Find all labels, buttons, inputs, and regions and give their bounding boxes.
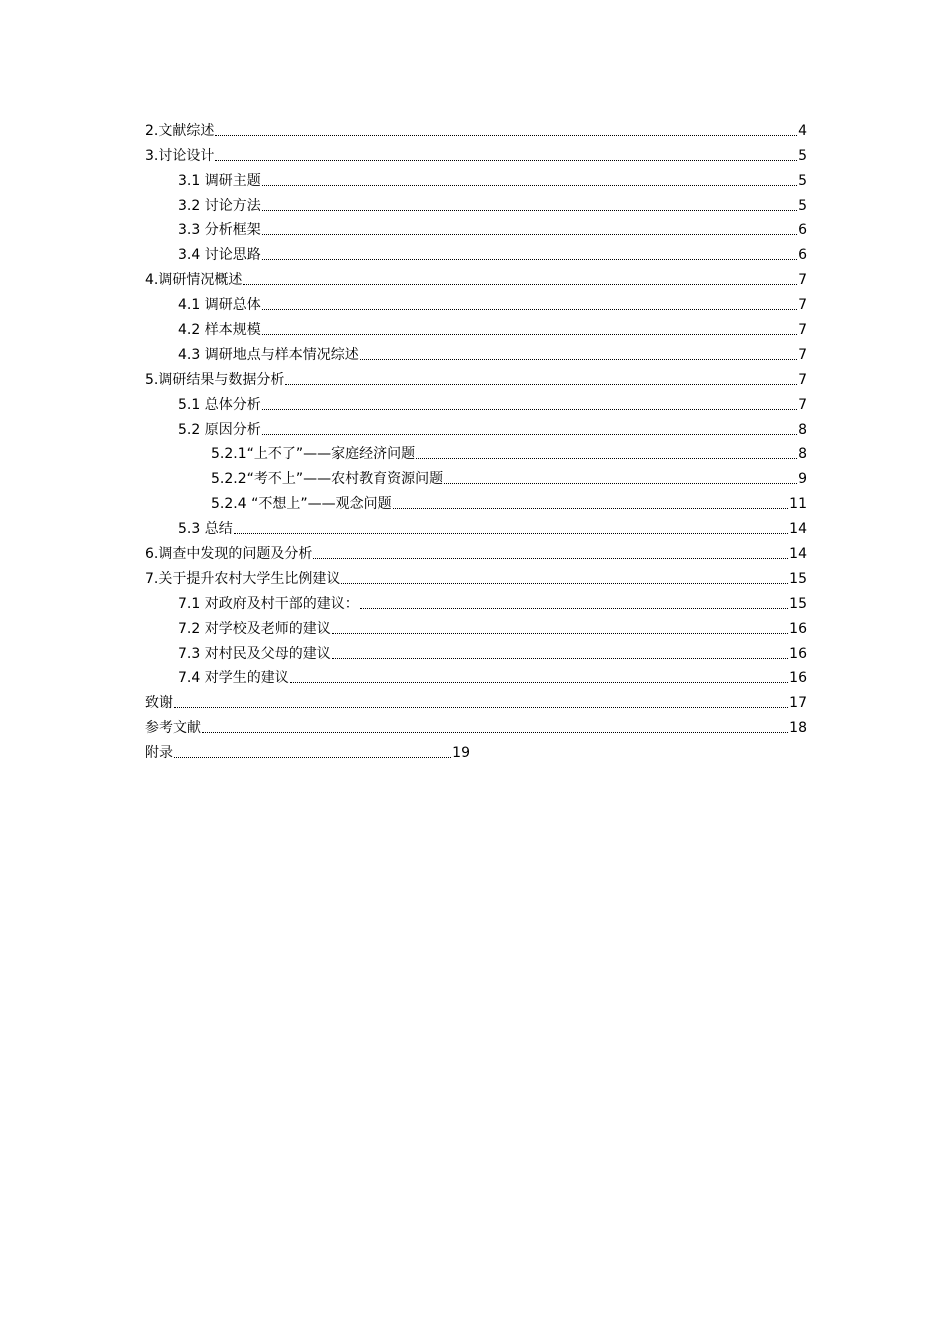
table-of-contents [145,116,807,763]
toc-entry-page-number: 9 [798,471,807,488]
toc-dot-leader [360,608,788,609]
toc-dot-leader [262,259,797,260]
toc-entry-title: 5.2 原因分析 [178,421,261,438]
toc-entry-page-number: 5 [798,147,807,164]
toc-entry-page-number: 18 [789,720,807,737]
toc-dot-leader [313,558,788,559]
toc-entry[interactable] [145,614,807,639]
toc-entry[interactable] [145,240,807,265]
toc-dot-leader [174,757,451,758]
toc-dot-leader [174,707,788,708]
toc-dot-leader [262,185,797,186]
toc-dot-leader [234,533,788,534]
toc-entry-title: 4.2 样本规模 [178,322,261,339]
toc-entry-page-number: 14 [789,546,807,563]
toc-entry[interactable] [145,141,807,166]
toc-entry-page-number: 7 [798,371,807,388]
toc-entry-page-number: 15 [789,595,807,612]
toc-entry-page-number: 19 [452,745,470,762]
toc-entry-title: 3.2 讨论方法 [178,197,261,214]
toc-entry[interactable] [145,415,807,440]
toc-dot-leader [360,359,797,360]
toc-entry-page-number: 16 [789,670,807,687]
toc-entry-page-number: 7 [798,297,807,314]
toc-entry-page-number: 16 [789,620,807,637]
toc-dot-leader [416,458,797,459]
toc-entry-title: 参考文献 [145,720,201,737]
toc-dot-leader [444,483,797,484]
toc-entry-page-number: 7 [798,272,807,289]
toc-entry[interactable] [145,539,807,564]
toc-entry-title: 7.3 对村民及父母的建议 [178,645,331,662]
toc-entry[interactable] [145,315,807,340]
toc-dot-leader [262,409,797,410]
toc-entry-title: 5.2.2“考不上”——农村教育资源问题 [211,471,444,488]
toc-entry-page-number: 15 [789,570,807,587]
toc-entry-title: 7.2 对学校及老师的建议 [178,620,331,637]
toc-entry[interactable] [145,440,807,465]
toc-entry-page-number: 11 [789,496,807,513]
toc-entry-title: 5.1 总体分析 [178,396,261,413]
toc-entry[interactable] [145,191,807,216]
toc-entry-page-number: 17 [789,695,807,712]
toc-entry-title: 附录 [145,745,173,762]
toc-entry-title: 5.调研结果与数据分析 [145,371,285,388]
toc-entry[interactable] [145,365,807,390]
toc-dot-leader [215,135,797,136]
toc-entry[interactable] [145,216,807,241]
toc-dot-leader [243,284,797,285]
toc-entry-title: 5.3 总结 [178,521,233,538]
toc-dot-leader [285,384,797,385]
toc-entry[interactable] [145,564,807,589]
toc-entry-title: 3.讨论设计 [145,147,215,164]
toc-dot-leader [262,434,797,435]
toc-entry-title: 4.3 调研地点与样本情况综述 [178,346,359,363]
toc-dot-leader [262,210,797,211]
toc-dot-leader [202,732,788,733]
toc-entry-page-number: 4 [798,122,807,139]
toc-entry[interactable] [145,116,807,141]
toc-dot-leader [262,309,797,310]
toc-entry-page-number: 8 [798,446,807,463]
toc-entry-page-number: 6 [798,222,807,239]
toc-entry-page-number: 16 [789,645,807,662]
toc-dot-leader [290,682,788,683]
toc-dot-leader [262,334,797,335]
toc-entry-title: 4.1 调研总体 [178,297,261,314]
toc-entry-title: 7.4 对学生的建议 [178,670,289,687]
toc-entry-title: 3.4 讨论思路 [178,247,261,264]
toc-entry-title: 致谢 [145,695,173,712]
toc-dot-leader [262,234,797,235]
toc-entry-title: 5.2.1“上不了”——家庭经济问题 [211,446,416,463]
toc-entry-title: 7.1 对政府及村干部的建议： [178,595,359,612]
toc-entry[interactable] [145,390,807,415]
toc-entry-title: 7.关于提升农村大学生比例建议 [145,570,341,587]
toc-dot-leader [332,633,788,634]
toc-dot-leader [393,508,789,509]
toc-entry-title: 5.2.4 “不想上”——观念问题 [211,496,392,513]
toc-entry[interactable] [145,713,807,738]
toc-entry[interactable] [145,664,807,689]
toc-entry-page-number: 6 [798,247,807,264]
toc-entry[interactable] [145,464,807,489]
toc-dot-leader [215,160,797,161]
toc-entry-page-number: 5 [798,197,807,214]
toc-entry-title: 6.调查中发现的问题及分析 [145,546,313,563]
toc-entry[interactable] [145,688,807,713]
toc-entry-title: 4.调研情况概述 [145,272,243,289]
toc-entry-title: 2.文献综述 [145,122,215,139]
toc-entry[interactable] [145,489,807,514]
toc-entry[interactable] [145,589,807,614]
toc-entry[interactable] [145,166,807,191]
toc-entry-page-number: 5 [798,172,807,189]
toc-entry-page-number: 7 [798,396,807,413]
toc-entry[interactable] [145,265,807,290]
toc-entry[interactable] [145,514,807,539]
toc-entry[interactable] [145,639,807,664]
toc-entry-page-number: 8 [798,421,807,438]
toc-entry[interactable] [145,738,470,763]
toc-entry-page-number: 14 [789,521,807,538]
toc-entry-title: 3.1 调研主题 [178,172,261,189]
toc-dot-leader [332,658,788,659]
toc-entry[interactable] [145,290,807,315]
toc-entry-page-number: 7 [798,322,807,339]
toc-entry-page-number: 7 [798,346,807,363]
toc-entry[interactable] [145,340,807,365]
toc-entry-title: 3.3 分析框架 [178,222,261,239]
toc-dot-leader [341,583,788,584]
